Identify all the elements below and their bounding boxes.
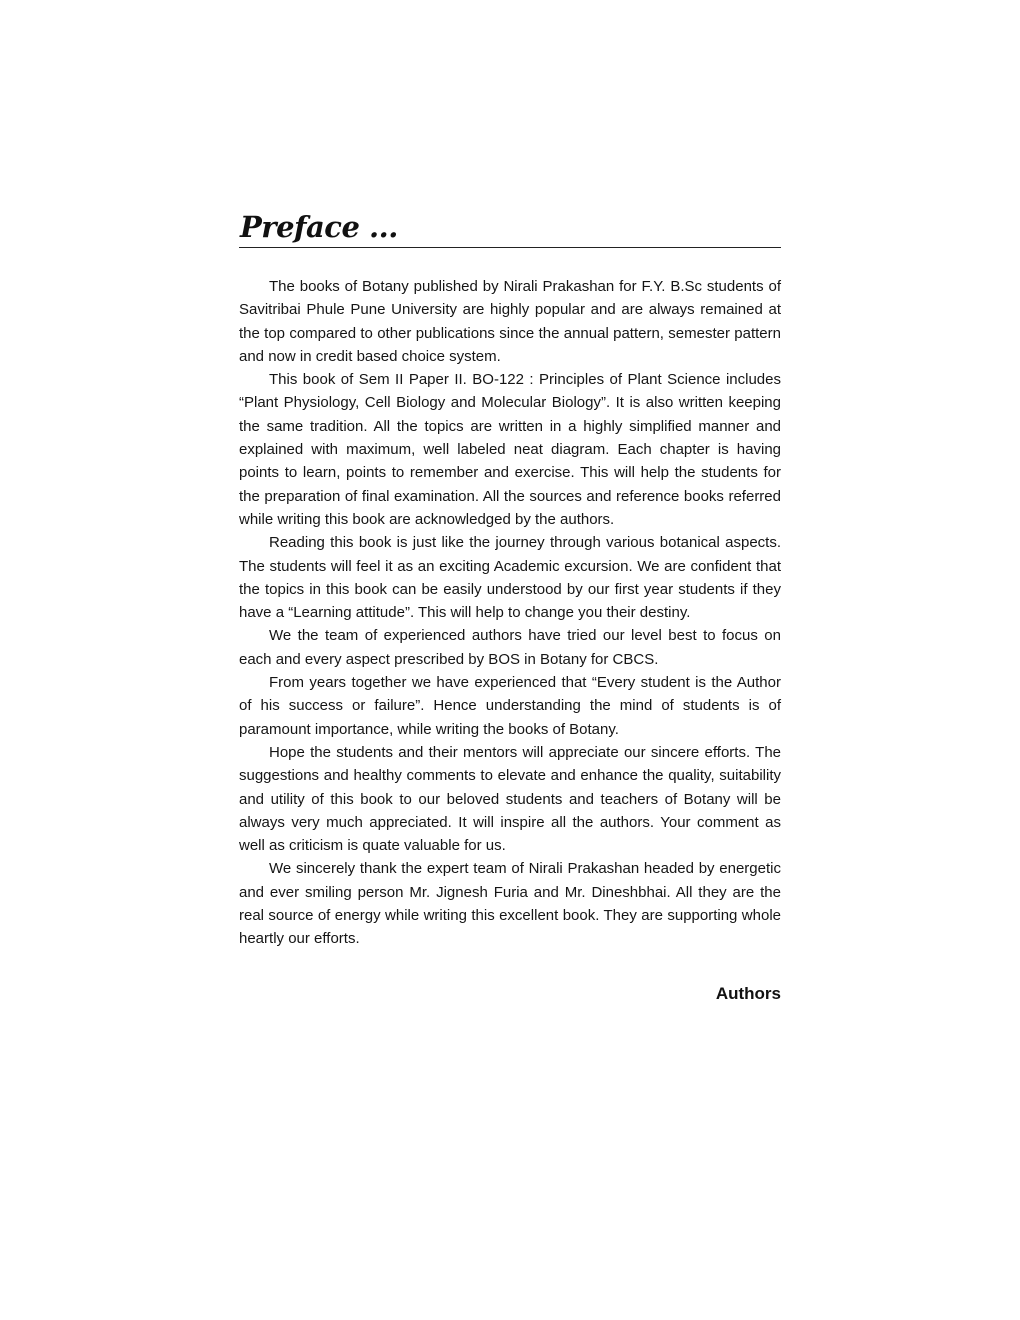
preface-body	[239, 275, 781, 951]
paragraph-1: The books of Botany published by Nirali Prakashan for F.Y. B.Sc students of Savitribai Phule Pune University are highly popular and are always remained at the top compared to other publications since the annual pattern, semester pattern and now in credit based choice system.	[239, 278, 781, 365]
paragraph-4: We the team of experienced authors have tried our level best to focus on each and every aspect prescribed by BOS in Botany for CBCS.	[239, 627, 781, 668]
paragraph-5: From years together we have experienced that “Every student is the Author of his success or failure”. Hence understanding the mind of students is of paramount importance, while writing the books of Botany.	[239, 674, 781, 738]
page-title: Preface ...	[240, 210, 398, 244]
paragraph-7: We sincerely thank the expert team of Nirali Prakashan headed by energetic and ever smiling person Mr. Jignesh Furia and Mr. Dineshbhai. All they are the real source of energy while writing this excellent book. They are supporting whole heartly our efforts.	[239, 860, 781, 948]
paragraph-2: This book of Sem II Paper II. BO-122 : Principles of Plant Science includes “Plant Physiology, Cell Biology and Molecular Biology”. It is also written keeping the same tradition. All the topics are written in a highly simplified manner and explained with maximum, well labeled neat diagram. Each chapter is having points to learn, points to remember and exercise. This will help the students for the preparation of final examination. All the sources and reference books referred while writing this book are acknowledged by the authors.	[239, 371, 781, 528]
preface-page	[239, 208, 781, 1006]
paragraph-6: Hope the students and their mentors will appreciate our sincere efforts. The suggestions and healthy comments to elevate and enhance the quality, suitability and utility of this book to our beloved students and teachers of Botany will be always very much appreciated. It will inspire all the authors. Your comment as well as criticism is quate valuable for us.	[239, 743, 781, 855]
signature-authors: Authors	[715, 983, 781, 1003]
paragraph-3: Reading this book is just like the journey through various botanical aspects. The students will feel it as an exciting Academic excursion. We are confident that the topics in this book can be easily understood by our first year students if they have a “Learning attitude”. This will help to change you their destiny.	[239, 534, 781, 622]
title-underline	[239, 247, 781, 248]
